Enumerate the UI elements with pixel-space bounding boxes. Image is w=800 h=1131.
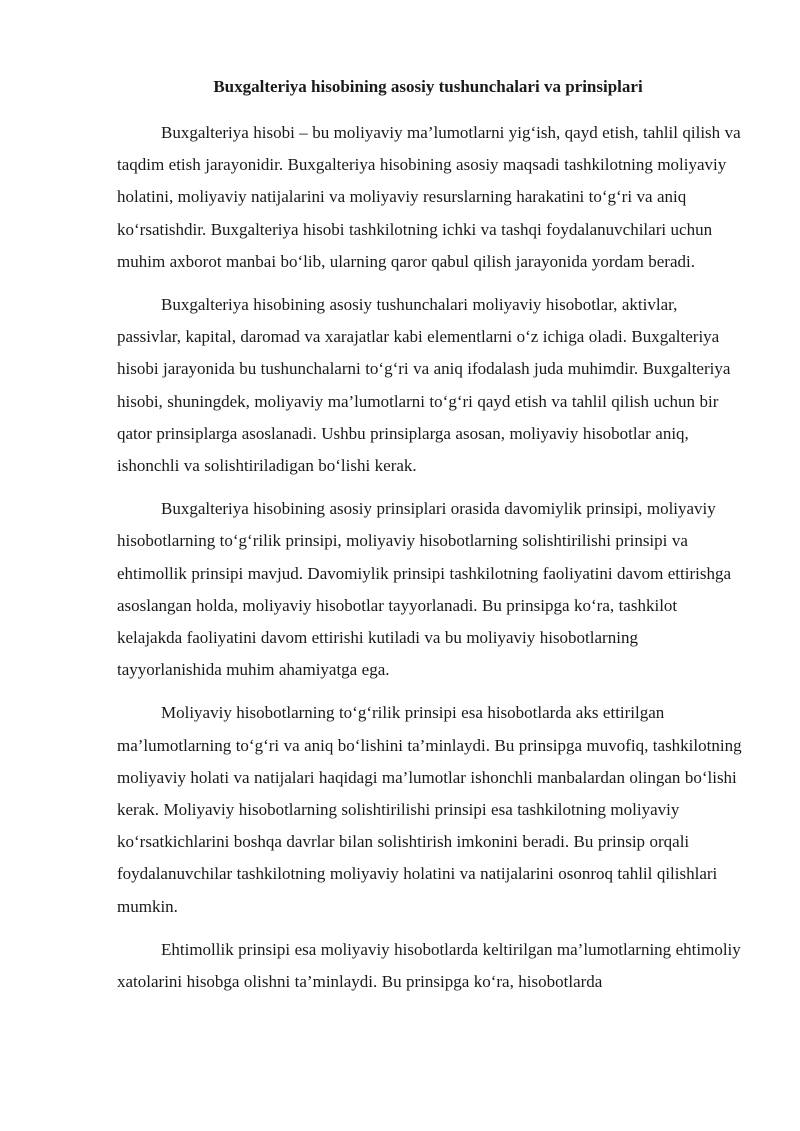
document-body: [117, 117, 742, 1009]
paragraph: Buxgalteriya hisobining asosiy prinsiplari orasida davomiylik prinsipi, moliyaviy hisobotlarning to‘g‘rilik prinsipi, moliyaviy hisobotlarning solishtirilishi prinsipi va ehtimollik prinsipi mavjud. Davomiylik prinsipi tashkilotning faoliyatini davom ettirishga asoslangan holda, moliyaviy hisobotlar tayyorlanadi. Bu prinsipga ko‘ra, tashkilot kelajakda faoliyatini davom ettirishi kutiladi va bu moliyaviy hisobotlarning tayyorlanishida muhim ahamiyatga ega.: [117, 499, 732, 680]
paragraph: Ehtimollik prinsipi esa moliyaviy hisobotlarda keltirilgan ma’lumotlarning ehtimoliy xatolarini hisobga olishni ta’minlaydi. Bu prinsipga ko‘ra, hisobotlarda: [117, 939, 741, 992]
paragraph: Buxgalteriya hisobi – bu moliyaviy ma’lumotlarni yig‘ish, qayd etish, tahlil qilish va taqdim etish jarayonidir. Buxgalteriya hisobining asosiy maqsadi tashkilotning moliyaviy holatini, moliyaviy natijalarini va moliyaviy resurslarning harakatini to‘g‘ri va aniq ko‘rsatishdir. Buxgalteriya hisobi tashkilotning ichki va tashqi foydalanuvchilari uchun muhim axborot manbai bo‘lib, ularning qaror qabul qilish jarayonida yordam beradi.: [117, 123, 741, 271]
document-title: Buxgalteriya hisobining asosiy tushunchalari va prinsiplari: [213, 77, 643, 96]
paragraph: Buxgalteriya hisobining asosiy tushunchalari moliyaviy hisobotlar, aktivlar, passivlar, kapital, daromad va xarajatlar kabi elementlarni o‘z ichiga oladi. Buxgalteriya hisobi jarayonida bu tushunchalarni to‘g‘ri va aniq ifodalash juda muhimdir. Buxgalteriya hisobi, shuningdek, moliyaviy ma’lumotlarni to‘g‘ri qayd etish va tahlil qilish uchun bir qator prinsiplarga asoslanadi. Ushbu prinsiplarga asosan, moliyaviy hisobotlar aniq, ishonchli va solishtiriladigan bo‘lishi kerak.: [117, 295, 731, 476]
paragraph: Moliyaviy hisobotlarning to‘g‘rilik prinsipi esa hisobotlarda aks ettirilgan ma’lumotlarning to‘g‘ri va aniq bo‘lishini ta’minlaydi. Bu prinsipga muvofiq, tashkilotning moliyaviy holati va natijalari haqidagi ma’lumotlar ishonchli manbalardan olingan bo‘lishi kerak. Moliyaviy hisobotlarning solishtirilishi prinsipi esa tashkilotning moliyaviy ko‘rsatkichlarini boshqa davrlar bilan solishtirish imkonini beradi. Bu prinsip orqali foydalanuvchilar tashkilotning moliyaviy holatini va natijalarini osonroq tahlil qilishlari mumkin.: [117, 703, 742, 916]
